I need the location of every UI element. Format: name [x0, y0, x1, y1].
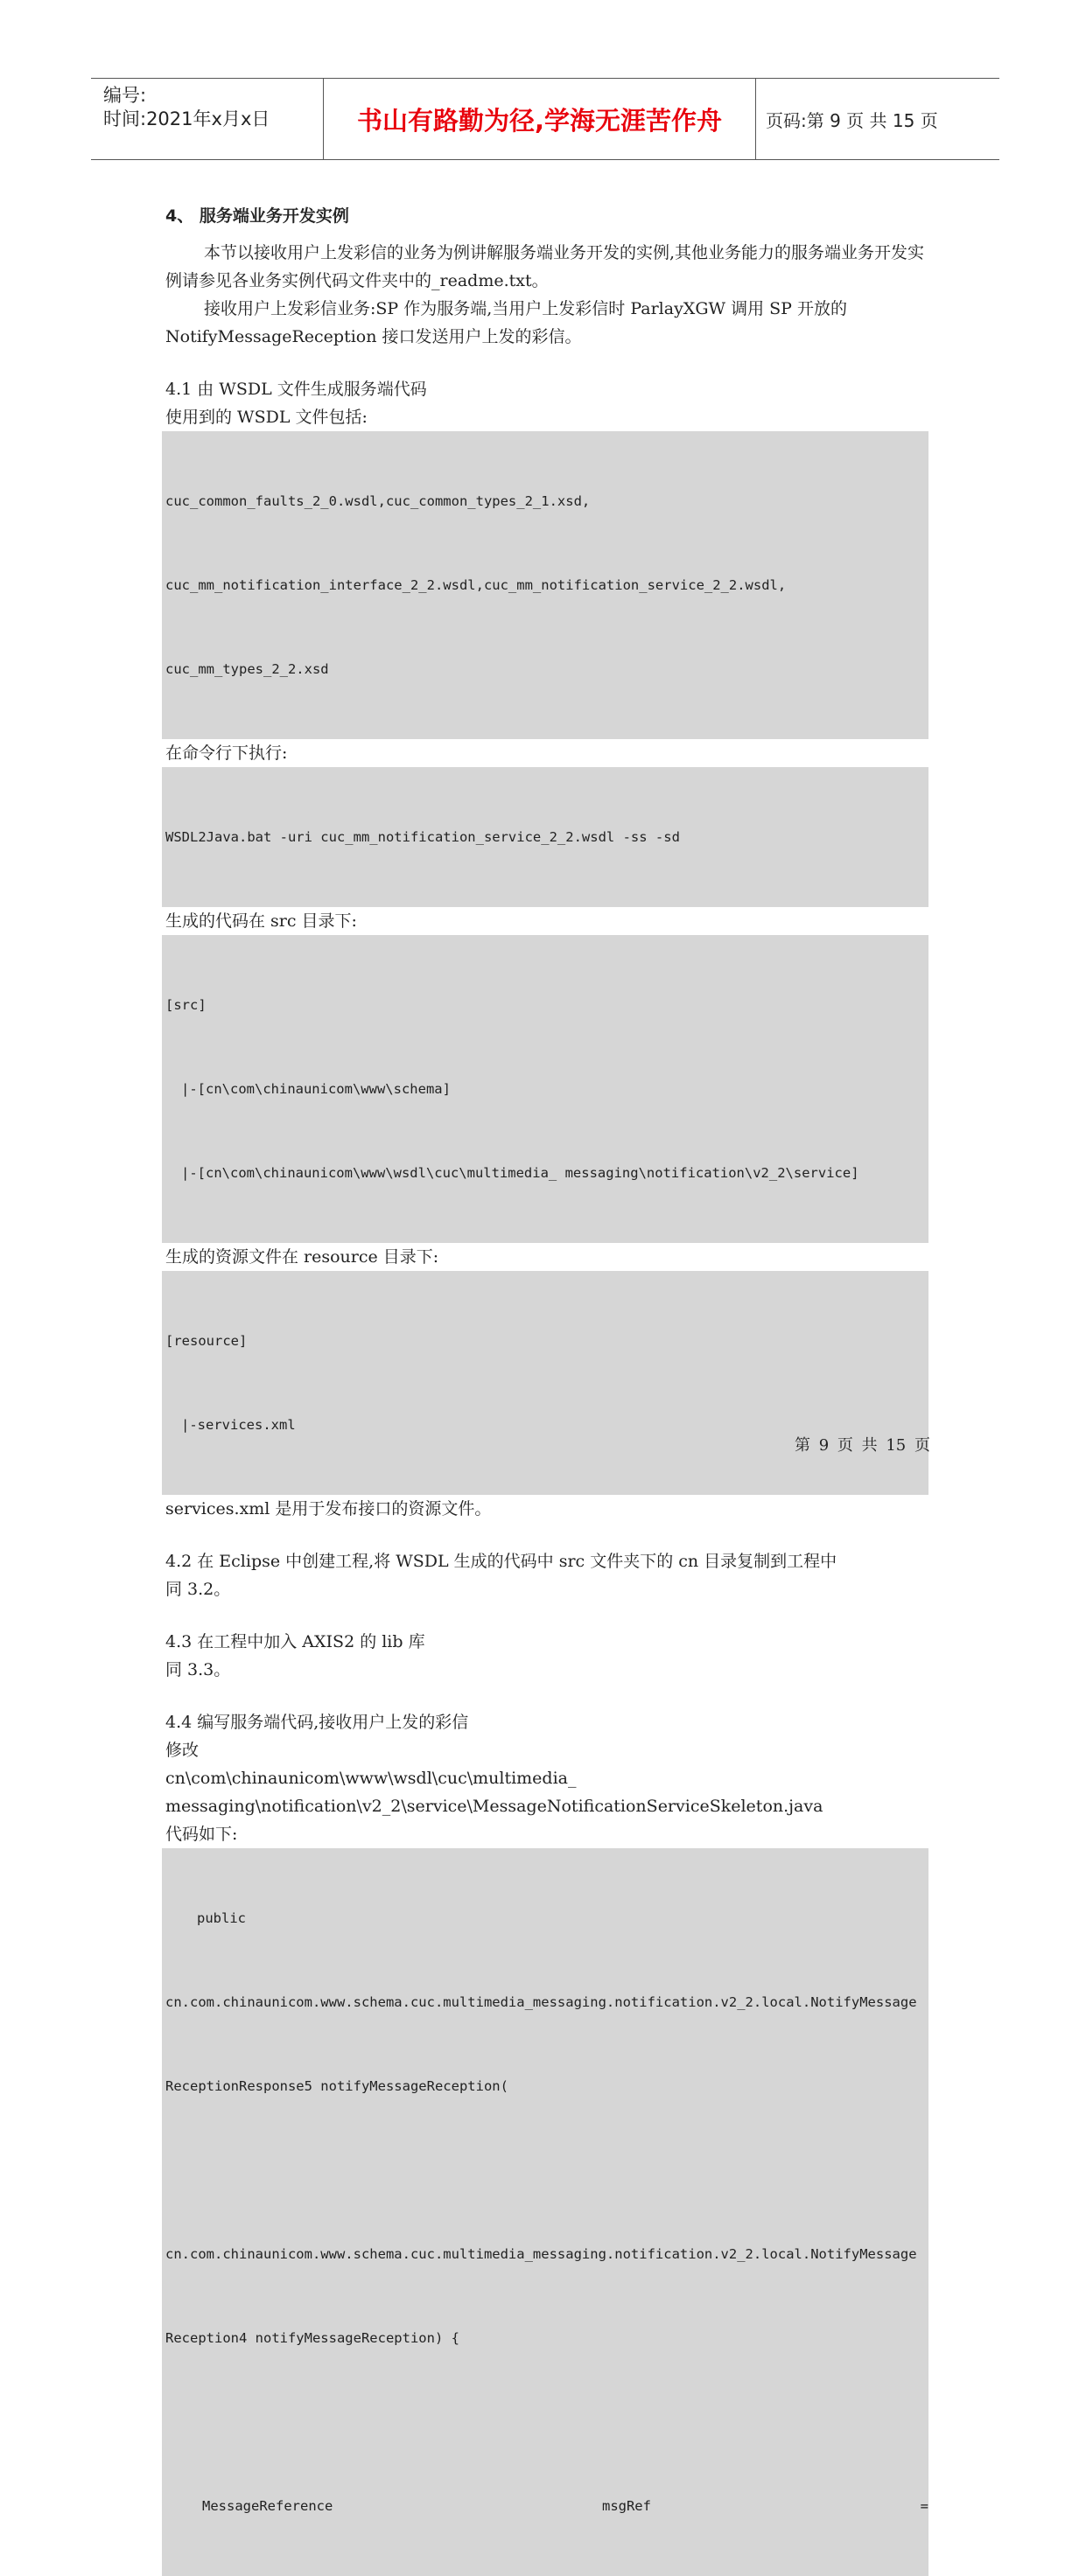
- subsection-heading-4-3: 4.3 在工程中加入 AXIS2 的 lib 库: [165, 1632, 425, 1651]
- java-code-block: [162, 1848, 928, 2576]
- modify-label: 修改: [165, 1741, 200, 1760]
- code-line: [165, 2492, 928, 2520]
- code-token: =: [920, 2498, 928, 2514]
- command-label: 在命令行下执行:: [165, 743, 288, 763]
- code-blank-line: [165, 2156, 928, 2184]
- document-body: [165, 203, 928, 2576]
- subsection-note-4-3: 同 3.3。: [165, 1660, 231, 1679]
- wsdl-files-label: 使用到的 WSDL 文件包括:: [165, 408, 368, 427]
- file-path-line: messaging\notification\v2_2\service\MessageNotificationServiceSkeleton.java: [165, 1797, 823, 1816]
- wsdl-files-block: [162, 431, 928, 739]
- code-line: cn.com.chinaunicom.www.schema.cuc.multimedia_messaging.notification.v2_2.local.NotifyMessage: [165, 2246, 917, 2262]
- command-block: [162, 767, 928, 907]
- subsection-heading-4-2: 4.2 在 Eclipse 中创建工程,将 WSDL 生成的代码中 src 文件夹下的 cn 目录复制到工程中: [165, 1552, 837, 1571]
- resource-tree-block: [162, 1271, 928, 1495]
- code-line: |-services.xml: [181, 1417, 296, 1433]
- code-line: cuc_mm_notification_interface_2_2.wsdl,cuc_mm_notification_service_2_2.wsdl,: [165, 577, 787, 593]
- code-line: [resource]: [165, 1333, 248, 1349]
- code-line: |-[cn\com\chinaunicom\www\wsdl\cuc\multimedia_ messaging\notification\v2_2\service]: [181, 1165, 859, 1181]
- subsection-note-4-2: 同 3.2。: [165, 1580, 231, 1599]
- code-line: |-[cn\com\chinaunicom\www\schema]: [181, 1081, 451, 1097]
- code-line: cuc_common_faults_2_0.wsdl,cuc_common_types_2_1.xsd,: [165, 493, 591, 509]
- service-paragraph: 接收用户上发彩信业务:SP 作为服务端,当用户上发彩信时 ParlayXGW 调用 SP 开放的NotifyMessageReception 接口发送用户上发的彩信。: [165, 299, 847, 346]
- code-blank-line: [165, 2408, 928, 2436]
- page-header: [91, 78, 999, 160]
- code-line: cn.com.chinaunicom.www.schema.cuc.multimedia_messaging.notification.v2_2.local.NotifyMessage: [165, 1994, 917, 2010]
- number-label: 编号:: [103, 85, 147, 106]
- subsection-heading-4-1: 4.1 由 WSDL 文件生成服务端代码: [165, 380, 427, 399]
- code-token: MessageReference: [202, 2498, 333, 2514]
- header-page-label: 页码:第 9 页 共 15 页: [766, 109, 938, 131]
- intro-paragraph: 本节以接收用户上发彩信的业务为例讲解服务端业务开发的实例,其他业务能力的服务端业务开发实例请参见各业务实例代码文件夹中的_readme.txt。: [165, 243, 925, 290]
- file-path-line: cn\com\chinaunicom\www\wsdl\cuc\multimedia_: [165, 1769, 577, 1788]
- section-title: 4、 服务端业务开发实例: [165, 206, 349, 226]
- code-line: WSDL2Java.bat -uri cuc_mm_notification_service_2_2.wsdl -ss -sd: [165, 829, 680, 845]
- page-footer: 第 9 页 共 15 页: [795, 1436, 930, 1455]
- code-line: ReceptionResponse5 notifyMessageReception(: [165, 2078, 508, 2094]
- code-line: Reception4 notifyMessageReception) {: [165, 2330, 459, 2346]
- time-label: 时间:2021年x月x日: [103, 108, 270, 129]
- header-motto: 书山有路勤为径,学海无涯苦作舟: [324, 79, 756, 159]
- resource-note: services.xml 是用于发布接口的资源文件。: [165, 1499, 492, 1518]
- code-label: 代码如下:: [165, 1825, 238, 1844]
- resource-label: 生成的资源文件在 resource 目录下:: [165, 1247, 439, 1267]
- src-tree-block: [162, 935, 928, 1243]
- src-label: 生成的代码在 src 目录下:: [165, 911, 357, 931]
- code-line: public: [197, 1910, 246, 1926]
- code-line: cuc_mm_types_2_2.xsd: [165, 661, 329, 677]
- code-line: [src]: [165, 997, 207, 1013]
- subsection-heading-4-4: 4.4 编写服务端代码,接收用户上发的彩信: [165, 1713, 469, 1732]
- code-token: msgRef: [601, 2498, 651, 2514]
- header-meta: [91, 79, 324, 159]
